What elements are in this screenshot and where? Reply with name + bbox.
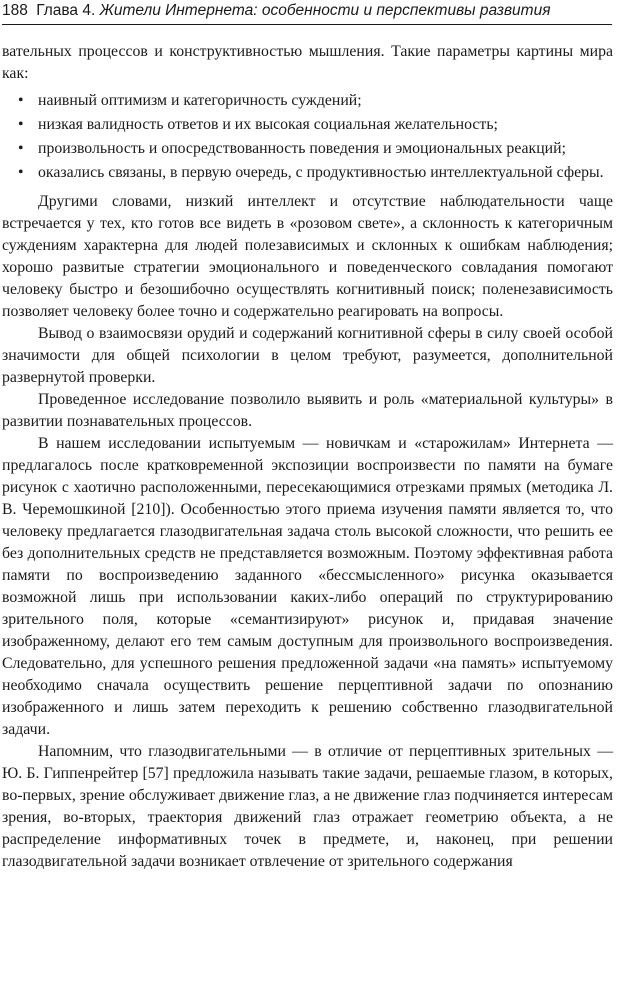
paragraph: Другими словами, низкий интеллект и отсутствие наблюдательности чаще встречается у тех, кто готов все видеть в «розовом свете», а склонность к категоричным суждениям характерна для людей полезависимых и склонных к ошибкам наблюдения; хорошо развитые стратегии эмоционального и поведенческого совладания помогают человеку быстро и безошибочно осуществлять когнитивный поиск; поленезависимость позволяет человеку более точно и содержательно реагировать на вопросы. bbox=[2, 193, 613, 320]
bullet-item: • наивный оптимизм и категоричность суждений; bbox=[2, 90, 613, 112]
bullet-item: • произвольность и опосредствованность поведения и эмоциональных реакций; bbox=[2, 138, 613, 160]
paragraph: Вывод о взаимосвязи орудий и содержаний когнитивной сферы в силу своей особой значимости для общей психологии в целом требуют, разумеется, дополнительной развернутой проверки. bbox=[2, 325, 613, 386]
page-body bbox=[2, 41, 613, 873]
paragraph: Напомним, что глазодвигательными — в отличие от перцептивных зрительных — Ю. Б. Гиппенрейтер [57] предложила называть такие задачи, решаемые глазом, в которых, во-первых, зрение обслуживает движение глаз, а не движение глаз подчиняется интересам зрения, во-вторых, траектория движений глаз отражает геометрию объекта, а не распределение информативных точек в предмете, и, наконец, при решении глазодвигательной задачи возникает отвлечение от зрительного содержания bbox=[2, 743, 613, 870]
bullet-list bbox=[2, 90, 613, 184]
paragraph: В нашем исследовании испытуемым — новичкам и «старожилам» Интернета — предлагалось после кратковременной экспозиции воспроизвести по памяти на бумаге рисунок с хаотично расположенными, пересекающимися отрезками прямых (методика Л. В. Черемошкиной [210]). Особенностью этого приема изучения памяти является то, что человеку предлагается глазодвигательная задача столь высокой сложности, что решить ее без дополнительных средств не представляется возможным. Поэтому эффективная работа памяти по воспроизведению заданного «бессмысленного» рисунка оказывается возможной лишь при использовании каких-либо операций по структурированию зрительного поля, которые «семантизируют» рисунок и, придавая значение изображенному, делают его тем самым доступным для произвольного воспроизведения. Следовательно, для успешного решения предложенной задачи «на память» испытуемому необходимо сначала осуществить решение перцептивной задачи по опознанию изображенного и лишь затем переходить к решению собственно глазодвигательной задачи. bbox=[2, 435, 613, 738]
intro-paragraph: вательных процессов и конструктивностью мышления. Такие параметры картины мира как: bbox=[2, 43, 613, 82]
chapter-subtitle: Жители Интернета: особенности и перспективы развития bbox=[99, 2, 551, 19]
page-number: 188 bbox=[2, 2, 28, 19]
bullet-item: • низкая валидность ответов и их высокая социальная желательность; bbox=[2, 114, 613, 136]
chapter-label: Глава 4. bbox=[36, 2, 96, 19]
running-head bbox=[2, 0, 612, 25]
paragraph: Проведенное исследование позволило выявить и роль «материальной культуры» в развитии познавательных процессов. bbox=[2, 391, 613, 430]
bullet-item: • оказались связаны, в первую очередь, с продуктивностью интеллектуальной сферы. bbox=[2, 162, 613, 184]
